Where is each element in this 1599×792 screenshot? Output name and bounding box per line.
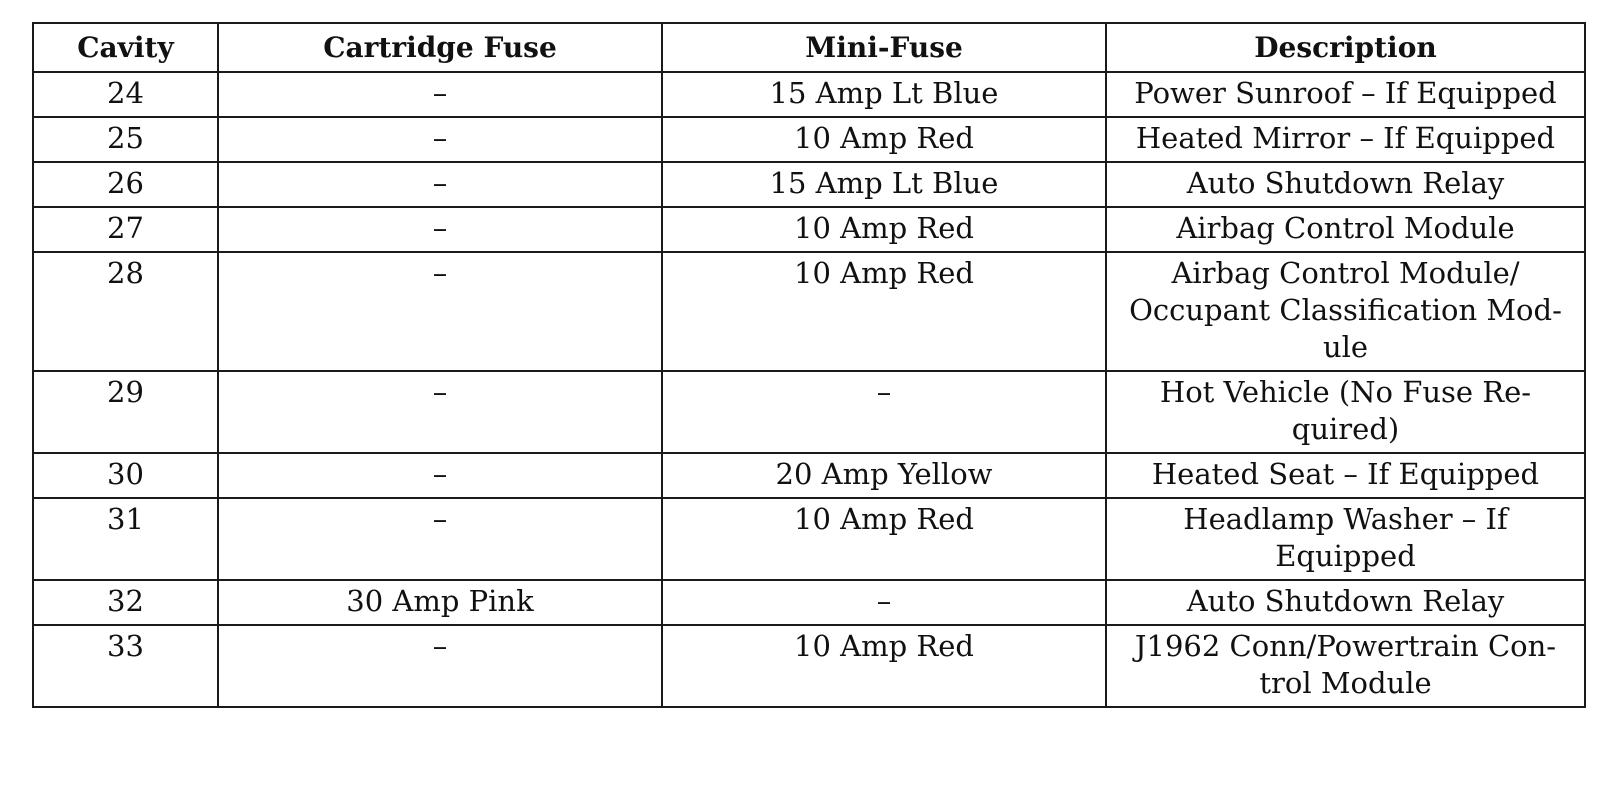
cartridge-fuse-cell: – [218, 72, 662, 117]
header-mini-fuse: Mini-Fuse [662, 23, 1106, 72]
fuse-table [32, 22, 1586, 708]
mini-fuse-cell: 10 Amp Red [662, 498, 1106, 580]
description-cell: Airbag Control Module [1106, 207, 1585, 252]
description-cell: Headlamp Washer – If Equipped [1106, 498, 1585, 580]
description-cell: Hot Vehicle (No Fuse Required) [1106, 371, 1585, 453]
mini-fuse-cell: 15 Amp Lt Blue [662, 162, 1106, 207]
table-row [33, 252, 1585, 371]
cartridge-fuse-cell: – [218, 371, 662, 453]
table-row [33, 498, 1585, 580]
cartridge-fuse-cell: – [218, 162, 662, 207]
mini-fuse-cell: 20 Amp Yellow [662, 453, 1106, 498]
cavity-cell: 28 [33, 252, 218, 371]
table-row [33, 72, 1585, 117]
table-body [33, 72, 1585, 707]
header-cavity: Cavity [33, 23, 218, 72]
table-row [33, 162, 1585, 207]
table-row [33, 207, 1585, 252]
table-row [33, 117, 1585, 162]
table-header [33, 23, 1585, 72]
table-row [33, 453, 1585, 498]
description-cell: Airbag Control Module/ Occupant Classification Module [1106, 252, 1585, 371]
header-description: Description [1106, 23, 1585, 72]
cavity-cell: 27 [33, 207, 218, 252]
mini-fuse-cell: 10 Amp Red [662, 252, 1106, 371]
cavity-cell: 32 [33, 580, 218, 625]
description-cell: Heated Mirror – If Equipped [1106, 117, 1585, 162]
cartridge-fuse-cell: – [218, 207, 662, 252]
header-cartridge-fuse: Cartridge Fuse [218, 23, 662, 72]
mini-fuse-cell: 10 Amp Red [662, 207, 1106, 252]
description-cell: Heated Seat – If Equipped [1106, 453, 1585, 498]
mini-fuse-cell: – [662, 580, 1106, 625]
cartridge-fuse-cell: – [218, 252, 662, 371]
cavity-cell: 25 [33, 117, 218, 162]
description-cell: Auto Shutdown Relay [1106, 580, 1585, 625]
cavity-cell: 26 [33, 162, 218, 207]
mini-fuse-cell: – [662, 371, 1106, 453]
mini-fuse-cell: 10 Amp Red [662, 625, 1106, 707]
description-cell: J1962 Conn/Powertrain Control Module [1106, 625, 1585, 707]
cartridge-fuse-cell: – [218, 117, 662, 162]
cartridge-fuse-cell: – [218, 498, 662, 580]
cartridge-fuse-cell: – [218, 453, 662, 498]
cavity-cell: 31 [33, 498, 218, 580]
table-row [33, 625, 1585, 707]
cartridge-fuse-cell: – [218, 625, 662, 707]
cavity-cell: 29 [33, 371, 218, 453]
mini-fuse-cell: 15 Amp Lt Blue [662, 72, 1106, 117]
cavity-cell: 33 [33, 625, 218, 707]
cartridge-fuse-cell: 30 Amp Pink [218, 580, 662, 625]
cavity-cell: 24 [33, 72, 218, 117]
table-row [33, 580, 1585, 625]
table-row [33, 371, 1585, 453]
mini-fuse-cell: 10 Amp Red [662, 117, 1106, 162]
header-row [33, 23, 1585, 72]
description-cell: Auto Shutdown Relay [1106, 162, 1585, 207]
description-cell: Power Sunroof – If Equipped [1106, 72, 1585, 117]
cavity-cell: 30 [33, 453, 218, 498]
